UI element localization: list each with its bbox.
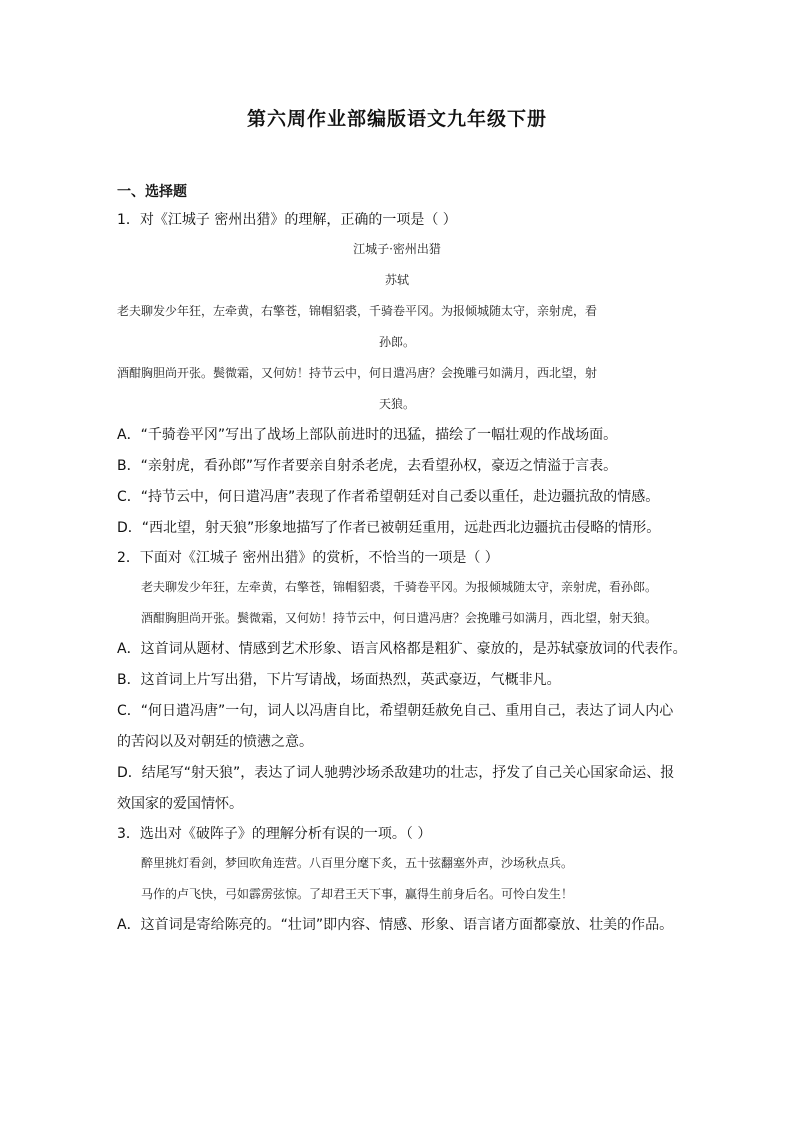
question-stem: 2．下面对《江城子 密州出猎》的赏析，不恰当的一项是（ ） xyxy=(117,550,499,566)
question-1 xyxy=(117,206,677,544)
poem-line: 马作的卢飞快，弓如霹雳弦惊。了却君王天下事，赢得生前身后名。可怜白发生！ xyxy=(141,887,574,901)
poem-line: 天狼。 xyxy=(378,397,415,411)
question-3 xyxy=(117,820,677,941)
poem-line: 酒酣胸胆尚开张。鬓微霜，又何妨！持节云中，何日遣冯唐？会挽雕弓如满月，西北望，射 xyxy=(117,366,598,380)
poem-title: 江城子·密州出猎 xyxy=(353,242,441,256)
poem-block xyxy=(117,848,677,910)
option-c[interactable]: C．“持节云中，何日遣冯唐”表现了作者希望朝廷对自己委以重任，赴边疆抗敌的情感。 xyxy=(117,489,660,505)
option-a[interactable]: A．这首词从题材、情感到艺术形象、语言风格都是粗犷、豪放的，是苏轼豪放词的代表作。 xyxy=(117,641,687,657)
poem-author: 苏轼 xyxy=(384,273,409,287)
option-b[interactable]: B．“亲射虎，看孙郎”写作者要亲自射杀老虎，去看望孙权，豪迈之情溢于言表。 xyxy=(117,458,618,474)
section-heading: 一、选择题 xyxy=(117,184,187,200)
poem-line: 孙郎。 xyxy=(378,335,415,349)
option-b[interactable]: B．这首词上片写出猎，下片写请战，场面热烈，英武豪迈，气概非凡。 xyxy=(117,672,561,688)
poem-line: 醉里挑灯看剑，梦回吹角连营。八百里分麾下炙，五十弦翻塞外声，沙场秋点兵。 xyxy=(141,856,574,870)
option-a[interactable]: A．这首词是寄给陈亮的。“壮词”即内容、情感、形象、语言诸方面都豪放、壮美的作品。 xyxy=(117,917,674,933)
option-a[interactable]: A．“千骑卷平冈”写出了战场上部队前进时的迅猛，描绘了一幅壮观的作战场面。 xyxy=(117,427,618,443)
question-2 xyxy=(117,544,687,820)
question-stem: 3．选出对《破阵子》的理解分析有误的一项。（ ） xyxy=(117,826,432,842)
poem-block xyxy=(117,572,677,634)
page-title: 第六周作业部编版语文九年级下册 xyxy=(246,108,547,130)
option-c[interactable]: C．“何日遣冯唐”一句，词人以冯唐自比，希望朝廷赦免自己、重用自己，表达了词人内心的苦闷以及对朝廷的愤懑之意。 xyxy=(117,703,674,750)
poem-block xyxy=(117,234,677,420)
option-d[interactable]: D．“西北望，射天狼”形象地描写了作者已被朝廷重用，远赴西北边疆抗击侵略的情形。 xyxy=(117,520,661,536)
question-stem: 1．对《江城子 密州出猎》的理解，正确的一项是（ ） xyxy=(117,212,457,228)
poem-line: 老夫聊发少年狂，左牵黄，右擎苍，锦帽貂裘，千骑卷平冈。为报倾城随太守，亲射虎，看 xyxy=(117,304,598,318)
document-body xyxy=(117,178,687,941)
poem-paragraph: 老夫聊发少年狂，左牵黄，右擎苍，锦帽貂裘，千骑卷平冈。为报倾城随太守，亲射虎，看孙郎。 xyxy=(141,580,658,594)
option-d[interactable]: D．结尾写“射天狼”，表达了词人驰骋沙场杀敌建功的壮志，抒发了自己关心国家命运、报效国家的爱国情怀。 xyxy=(117,765,675,812)
poem-paragraph: 酒酣胸胆尚开张。鬓微霜，又何妨！持节云中，何日遣冯唐？会挽雕弓如满月，西北望，射天狼。 xyxy=(141,611,658,625)
